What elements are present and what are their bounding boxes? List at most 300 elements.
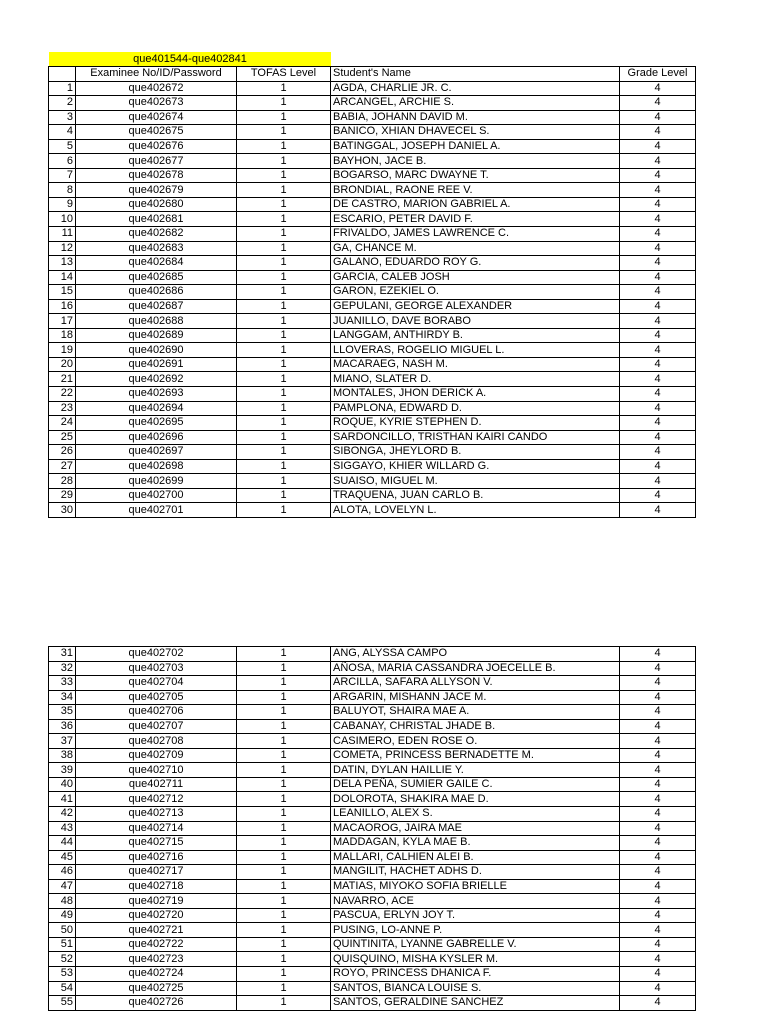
table-row xyxy=(49,256,696,271)
student-name-cell: ARGARIN, MISHANN JACE M. xyxy=(331,690,620,705)
grade-level-cell: 4 xyxy=(620,139,696,154)
examinee-id-cell: que402698 xyxy=(76,459,237,474)
row-number-cell: 48 xyxy=(49,894,76,909)
row-number-cell: 38 xyxy=(49,748,76,763)
examinee-id-cell: que402695 xyxy=(76,416,237,431)
tofas-level-cell: 1 xyxy=(237,474,331,489)
row-number-cell: 11 xyxy=(49,227,76,242)
grade-level-cell: 4 xyxy=(620,879,696,894)
row-number-cell: 4 xyxy=(49,125,76,140)
grade-level-cell: 4 xyxy=(620,270,696,285)
tofas-level-cell: 1 xyxy=(237,690,331,705)
table-row xyxy=(49,139,696,154)
student-name-cell: ARCANGEL, ARCHIE S. xyxy=(331,96,620,111)
examinee-id-cell: que402697 xyxy=(76,445,237,460)
row-number-cell: 9 xyxy=(49,197,76,212)
grade-level-cell: 4 xyxy=(620,328,696,343)
examinee-id-cell: que402716 xyxy=(76,850,237,865)
grade-level-cell: 4 xyxy=(620,763,696,778)
range-label: que401544-que402841 xyxy=(49,52,331,66)
student-name-cell: COMETA, PRINCESS BERNADETTE M. xyxy=(331,748,620,763)
row-number-cell: 47 xyxy=(49,879,76,894)
row-number-cell: 43 xyxy=(49,821,76,836)
grade-level-cell: 4 xyxy=(620,343,696,358)
grade-level-cell: 4 xyxy=(620,387,696,402)
tofas-level-cell: 1 xyxy=(237,503,331,518)
examinee-id-cell: que402705 xyxy=(76,690,237,705)
student-name-cell: BABIA, JOHANN DAVID M. xyxy=(331,110,620,125)
student-name-cell: SANTOS, BIANCA LOUISE S. xyxy=(331,981,620,996)
tofas-level-cell: 1 xyxy=(237,328,331,343)
student-name-cell: QUINTINITA, LYANNE GABRELLE V. xyxy=(331,937,620,952)
examinee-id-cell: que402681 xyxy=(76,212,237,227)
table-row xyxy=(49,241,696,256)
row-number-cell: 27 xyxy=(49,459,76,474)
tofas-level-cell: 1 xyxy=(237,125,331,140)
tofas-level-cell: 1 xyxy=(237,270,331,285)
grade-level-cell: 4 xyxy=(620,967,696,982)
row-number-cell: 32 xyxy=(49,661,76,676)
grade-level-cell: 4 xyxy=(620,459,696,474)
student-name-cell: MANGILIT, HACHET ADHS D. xyxy=(331,865,620,880)
tofas-level-cell: 1 xyxy=(237,763,331,778)
table-row xyxy=(49,328,696,343)
tofas-level-cell: 1 xyxy=(237,416,331,431)
tofas-level-cell: 1 xyxy=(237,719,331,734)
table-row xyxy=(49,647,696,662)
tofas-level-cell: 1 xyxy=(237,923,331,938)
table-row xyxy=(49,937,696,952)
tofas-level-cell: 1 xyxy=(237,952,331,967)
table-row xyxy=(49,416,696,431)
student-name-cell: PUSING, LO-ANNE P. xyxy=(331,923,620,938)
student-name-cell: DELA PEÑA, SUMIER GAILE C. xyxy=(331,777,620,792)
student-name-cell: DE CASTRO, MARION GABRIEL A. xyxy=(331,197,620,212)
grade-level-cell: 4 xyxy=(620,777,696,792)
table-row xyxy=(49,314,696,329)
examinee-id-cell: que402694 xyxy=(76,401,237,416)
examinee-id-cell: que402686 xyxy=(76,285,237,300)
tofas-level-cell: 1 xyxy=(237,96,331,111)
student-name-cell: MALLARI, CALHIEN ALEI B. xyxy=(331,850,620,865)
header-student-name: Student's Name xyxy=(331,67,620,82)
row-number-cell: 44 xyxy=(49,836,76,851)
tofas-level-cell: 1 xyxy=(237,488,331,503)
tofas-level-cell: 1 xyxy=(237,81,331,96)
examinee-id-cell: que402692 xyxy=(76,372,237,387)
examinee-id-cell: que402723 xyxy=(76,952,237,967)
table-row xyxy=(49,227,696,242)
tofas-level-cell: 1 xyxy=(237,821,331,836)
row-number-cell: 8 xyxy=(49,183,76,198)
table-row xyxy=(49,923,696,938)
grade-level-cell: 4 xyxy=(620,183,696,198)
examinee-id-cell: que402715 xyxy=(76,836,237,851)
row-number-cell: 53 xyxy=(49,967,76,982)
tofas-level-cell: 1 xyxy=(237,168,331,183)
examinee-id-cell: que402700 xyxy=(76,488,237,503)
row-number-cell: 49 xyxy=(49,908,76,923)
examinee-id-cell: que402678 xyxy=(76,168,237,183)
row-number-cell: 26 xyxy=(49,445,76,460)
table-row xyxy=(49,807,696,822)
tofas-level-cell: 1 xyxy=(237,894,331,909)
tofas-level-cell: 1 xyxy=(237,908,331,923)
student-name-cell: MONTALES, JHON DERICK A. xyxy=(331,387,620,402)
examinee-id-cell: que402702 xyxy=(76,647,237,662)
student-name-cell: BRONDIAL, RAONE REE V. xyxy=(331,183,620,198)
row-number-cell: 15 xyxy=(49,285,76,300)
grade-level-cell: 4 xyxy=(620,256,696,271)
row-number-cell: 6 xyxy=(49,154,76,169)
student-name-cell: NAVARRO, ACE xyxy=(331,894,620,909)
row-number-cell: 29 xyxy=(49,488,76,503)
examinee-id-cell: que402675 xyxy=(76,125,237,140)
examinee-id-cell: que402711 xyxy=(76,777,237,792)
row-number-cell: 19 xyxy=(49,343,76,358)
examinee-id-cell: que402720 xyxy=(76,908,237,923)
grade-level-cell: 4 xyxy=(620,836,696,851)
row-number-cell: 41 xyxy=(49,792,76,807)
table-row xyxy=(49,372,696,387)
table-row xyxy=(49,952,696,967)
row-number-cell: 45 xyxy=(49,850,76,865)
row-number-cell: 3 xyxy=(49,110,76,125)
grade-level-cell: 4 xyxy=(620,821,696,836)
examinee-id-cell: que402722 xyxy=(76,937,237,952)
examinee-id-cell: que402687 xyxy=(76,299,237,314)
table-row xyxy=(49,503,696,518)
student-name-cell: LANGGAM, ANTHIRDY B. xyxy=(331,328,620,343)
row-number-cell: 22 xyxy=(49,387,76,402)
grade-level-cell: 4 xyxy=(620,937,696,952)
table-row xyxy=(49,850,696,865)
roster-table-1-body xyxy=(49,67,696,518)
tofas-level-cell: 1 xyxy=(237,343,331,358)
row-number-cell: 40 xyxy=(49,777,76,792)
row-number-cell: 28 xyxy=(49,474,76,489)
student-name-cell: JUANILLO, DAVE BORABO xyxy=(331,314,620,329)
table-row xyxy=(49,96,696,111)
grade-level-cell: 4 xyxy=(620,488,696,503)
grade-level-cell: 4 xyxy=(620,168,696,183)
table-row xyxy=(49,299,696,314)
table-row xyxy=(49,154,696,169)
student-name-cell: PASCUA, ERLYN JOY T. xyxy=(331,908,620,923)
student-name-cell: DOLOROTA, SHAKIRA MAE D. xyxy=(331,792,620,807)
student-name-cell: ROQUE, KYRIE STEPHEN D. xyxy=(331,416,620,431)
student-name-cell: BALUYOT, SHAIRA MAE A. xyxy=(331,705,620,720)
table-row xyxy=(49,967,696,982)
tofas-level-cell: 1 xyxy=(237,139,331,154)
row-number-cell: 31 xyxy=(49,647,76,662)
student-name-cell: SARDONCILLO, TRISTHAN KAIRI CANDO xyxy=(331,430,620,445)
student-name-cell: MATIAS, MIYOKO SOFIA BRIELLE xyxy=(331,879,620,894)
header-row xyxy=(49,67,696,82)
row-number-cell: 55 xyxy=(49,996,76,1011)
table-row xyxy=(49,996,696,1011)
table-row xyxy=(49,690,696,705)
tofas-level-cell: 1 xyxy=(237,241,331,256)
examinee-id-cell: que402679 xyxy=(76,183,237,198)
grade-level-cell: 4 xyxy=(620,996,696,1011)
examinee-id-cell: que402689 xyxy=(76,328,237,343)
grade-level-cell: 4 xyxy=(620,981,696,996)
tofas-level-cell: 1 xyxy=(237,836,331,851)
row-number-cell: 23 xyxy=(49,401,76,416)
student-name-cell: ANG, ALYSSA CAMPO xyxy=(331,647,620,662)
table-row xyxy=(49,734,696,749)
row-number-cell: 17 xyxy=(49,314,76,329)
header-examinee-id: Examinee No/ID/Password xyxy=(76,67,237,82)
header-tofas-level: TOFAS Level xyxy=(237,67,331,82)
examinee-id-cell: que402690 xyxy=(76,343,237,358)
roster-table-1 xyxy=(48,66,696,518)
table-row xyxy=(49,821,696,836)
tofas-level-cell: 1 xyxy=(237,459,331,474)
examinee-id-cell: que402685 xyxy=(76,270,237,285)
grade-level-cell: 4 xyxy=(620,474,696,489)
examinee-id-cell: que402701 xyxy=(76,503,237,518)
table-row xyxy=(49,387,696,402)
grade-level-cell: 4 xyxy=(620,445,696,460)
tofas-level-cell: 1 xyxy=(237,197,331,212)
examinee-id-cell: que402680 xyxy=(76,197,237,212)
table-row xyxy=(49,777,696,792)
row-number-cell: 51 xyxy=(49,937,76,952)
examinee-id-cell: que402724 xyxy=(76,967,237,982)
student-name-cell: GEPULANI, GEORGE ALEXANDER xyxy=(331,299,620,314)
tofas-level-cell: 1 xyxy=(237,705,331,720)
examinee-id-cell: que402683 xyxy=(76,241,237,256)
student-name-cell: AGDA, CHARLIE JR. C. xyxy=(331,81,620,96)
grade-level-cell: 4 xyxy=(620,401,696,416)
examinee-id-cell: que402708 xyxy=(76,734,237,749)
table-row xyxy=(49,357,696,372)
tofas-level-cell: 1 xyxy=(237,807,331,822)
table-row xyxy=(49,197,696,212)
table-row xyxy=(49,894,696,909)
table-row xyxy=(49,430,696,445)
examinee-id-cell: que402712 xyxy=(76,792,237,807)
examinee-id-cell: que402721 xyxy=(76,923,237,938)
tofas-level-cell: 1 xyxy=(237,314,331,329)
tofas-level-cell: 1 xyxy=(237,110,331,125)
row-number-cell: 7 xyxy=(49,168,76,183)
row-number-cell: 24 xyxy=(49,416,76,431)
table-row xyxy=(49,719,696,734)
examinee-id-cell: que402693 xyxy=(76,387,237,402)
row-number-cell: 30 xyxy=(49,503,76,518)
tofas-level-cell: 1 xyxy=(237,387,331,402)
examinee-id-cell: que402718 xyxy=(76,879,237,894)
grade-level-cell: 4 xyxy=(620,705,696,720)
row-number-cell: 42 xyxy=(49,807,76,822)
table-row xyxy=(49,125,696,140)
header-row-number xyxy=(49,67,76,82)
grade-level-cell: 4 xyxy=(620,285,696,300)
grade-level-cell: 4 xyxy=(620,908,696,923)
row-number-cell: 50 xyxy=(49,923,76,938)
tofas-level-cell: 1 xyxy=(237,183,331,198)
row-number-cell: 2 xyxy=(49,96,76,111)
tofas-level-cell: 1 xyxy=(237,676,331,691)
student-name-cell: GA, CHANCE M. xyxy=(331,241,620,256)
student-name-cell: LLOVERAS, ROGELIO MIGUEL L. xyxy=(331,343,620,358)
tofas-level-cell: 1 xyxy=(237,256,331,271)
grade-level-cell: 4 xyxy=(620,894,696,909)
tofas-level-cell: 1 xyxy=(237,299,331,314)
student-name-cell: PAMPLONA, EDWARD D. xyxy=(331,401,620,416)
student-name-cell: ROYO, PRINCESS DHANICA F. xyxy=(331,967,620,982)
table-row xyxy=(49,168,696,183)
student-name-cell: AÑOSA, MARIA CASSANDRA JOECELLE B. xyxy=(331,661,620,676)
grade-level-cell: 4 xyxy=(620,719,696,734)
examinee-id-cell: que402706 xyxy=(76,705,237,720)
examinee-id-cell: que402719 xyxy=(76,894,237,909)
tofas-level-cell: 1 xyxy=(237,996,331,1011)
grade-level-cell: 4 xyxy=(620,734,696,749)
row-number-cell: 36 xyxy=(49,719,76,734)
tofas-level-cell: 1 xyxy=(237,937,331,952)
grade-level-cell: 4 xyxy=(620,110,696,125)
student-name-cell: BANICO, XHIAN DHAVECEL S. xyxy=(331,125,620,140)
tofas-level-cell: 1 xyxy=(237,285,331,300)
table-row xyxy=(49,836,696,851)
tofas-level-cell: 1 xyxy=(237,372,331,387)
grade-level-cell: 4 xyxy=(620,503,696,518)
row-number-cell: 35 xyxy=(49,705,76,720)
tofas-level-cell: 1 xyxy=(237,777,331,792)
row-number-cell: 13 xyxy=(49,256,76,271)
examinee-id-cell: que402707 xyxy=(76,719,237,734)
roster-table-2-body xyxy=(49,647,696,1011)
examinee-id-cell: que402703 xyxy=(76,661,237,676)
tofas-level-cell: 1 xyxy=(237,850,331,865)
row-number-cell: 37 xyxy=(49,734,76,749)
student-name-cell: SANTOS, GERALDINE SANCHEZ xyxy=(331,996,620,1011)
row-number-cell: 5 xyxy=(49,139,76,154)
table-row xyxy=(49,792,696,807)
tofas-level-cell: 1 xyxy=(237,154,331,169)
student-name-cell: MIANO, SLATER D. xyxy=(331,372,620,387)
grade-level-cell: 4 xyxy=(620,952,696,967)
student-name-cell: SIGGAYO, KHIER WILLARD G. xyxy=(331,459,620,474)
examinee-id-cell: que402710 xyxy=(76,763,237,778)
grade-level-cell: 4 xyxy=(620,357,696,372)
grade-level-cell: 4 xyxy=(620,212,696,227)
tofas-level-cell: 1 xyxy=(237,445,331,460)
tofas-level-cell: 1 xyxy=(237,865,331,880)
grade-level-cell: 4 xyxy=(620,430,696,445)
roster-table-2 xyxy=(48,646,696,1011)
grade-level-cell: 4 xyxy=(620,865,696,880)
tofas-level-cell: 1 xyxy=(237,792,331,807)
grade-level-cell: 4 xyxy=(620,241,696,256)
examinee-id-cell: que402696 xyxy=(76,430,237,445)
table-row xyxy=(49,763,696,778)
table-row xyxy=(49,110,696,125)
student-name-cell: QUISQUINO, MISHA KYSLER M. xyxy=(331,952,620,967)
examinee-id-cell: que402704 xyxy=(76,676,237,691)
table-row xyxy=(49,81,696,96)
student-name-cell: CASIMERO, EDEN ROSE O. xyxy=(331,734,620,749)
row-number-cell: 39 xyxy=(49,763,76,778)
examinee-id-cell: que402673 xyxy=(76,96,237,111)
table-row xyxy=(49,212,696,227)
tofas-level-cell: 1 xyxy=(237,212,331,227)
examinee-id-cell: que402672 xyxy=(76,81,237,96)
row-number-cell: 12 xyxy=(49,241,76,256)
grade-level-cell: 4 xyxy=(620,227,696,242)
grade-level-cell: 4 xyxy=(620,81,696,96)
student-name-cell: GALANO, EDUARDO ROY G. xyxy=(331,256,620,271)
row-number-cell: 10 xyxy=(49,212,76,227)
table-row xyxy=(49,981,696,996)
table-row xyxy=(49,676,696,691)
grade-level-cell: 4 xyxy=(620,154,696,169)
grade-level-cell: 4 xyxy=(620,923,696,938)
row-number-cell: 52 xyxy=(49,952,76,967)
examinee-id-cell: que402691 xyxy=(76,357,237,372)
row-number-cell: 34 xyxy=(49,690,76,705)
row-number-cell: 18 xyxy=(49,328,76,343)
student-name-cell: CABANAY, CHRISTAL JHADE B. xyxy=(331,719,620,734)
student-name-cell: BOGARSO, MARC DWAYNE T. xyxy=(331,168,620,183)
table-row xyxy=(49,445,696,460)
grade-level-cell: 4 xyxy=(620,850,696,865)
table-row xyxy=(49,343,696,358)
examinee-id-cell: que402726 xyxy=(76,996,237,1011)
grade-level-cell: 4 xyxy=(620,748,696,763)
row-number-cell: 33 xyxy=(49,676,76,691)
student-name-cell: SUAISO, MIGUEL M. xyxy=(331,474,620,489)
row-number-cell: 54 xyxy=(49,981,76,996)
examinee-id-cell: que402688 xyxy=(76,314,237,329)
row-number-cell: 1 xyxy=(49,81,76,96)
examinee-id-cell: que402682 xyxy=(76,227,237,242)
grade-level-cell: 4 xyxy=(620,676,696,691)
tofas-level-cell: 1 xyxy=(237,748,331,763)
student-name-cell: MACARAEG, NASH M. xyxy=(331,357,620,372)
student-name-cell: ESCARIO, PETER DAVID F. xyxy=(331,212,620,227)
table-row xyxy=(49,474,696,489)
student-name-cell: BAYHON, JACE B. xyxy=(331,154,620,169)
table-row xyxy=(49,879,696,894)
row-number-cell: 14 xyxy=(49,270,76,285)
examinee-id-cell: que402677 xyxy=(76,154,237,169)
grade-level-cell: 4 xyxy=(620,661,696,676)
tofas-level-cell: 1 xyxy=(237,661,331,676)
examinee-id-cell: que402725 xyxy=(76,981,237,996)
student-name-cell: TRAQUENA, JUAN CARLO B. xyxy=(331,488,620,503)
table-row xyxy=(49,865,696,880)
student-name-cell: DATIN, DYLAN HAILLIE Y. xyxy=(331,763,620,778)
row-number-cell: 16 xyxy=(49,299,76,314)
examinee-id-cell: que402714 xyxy=(76,821,237,836)
tofas-level-cell: 1 xyxy=(237,734,331,749)
student-name-cell: MACAOROG, JAIRA MAE xyxy=(331,821,620,836)
tofas-level-cell: 1 xyxy=(237,981,331,996)
grade-level-cell: 4 xyxy=(620,690,696,705)
student-name-cell: GARON, EZEKIEL O. xyxy=(331,285,620,300)
table-row xyxy=(49,183,696,198)
examinee-id-cell: que402699 xyxy=(76,474,237,489)
student-name-cell: ALOTA, LOVELYN L. xyxy=(331,503,620,518)
tofas-level-cell: 1 xyxy=(237,647,331,662)
row-number-cell: 20 xyxy=(49,357,76,372)
student-name-cell: FRIVALDO, JAMES LAWRENCE C. xyxy=(331,227,620,242)
